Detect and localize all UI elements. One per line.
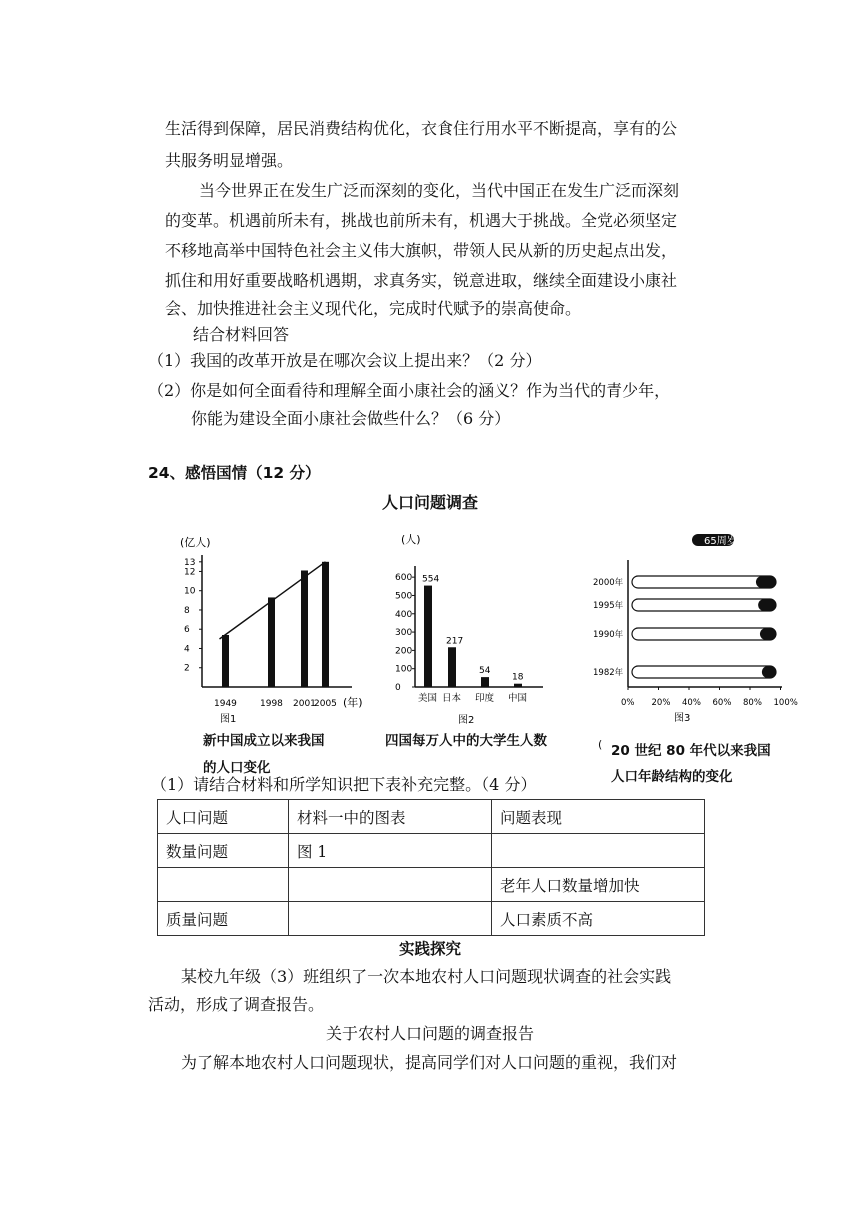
practice-line: 某校九年级（3）班组织了一次本地农村人口问题现状调查的社会实践 [181, 967, 672, 986]
fig3-bar-outline [632, 666, 776, 678]
table-header-row [158, 800, 705, 834]
fig1-caption-line1: 新中国成立以来我国 [203, 733, 325, 749]
fig3-x-tick-label: 60% [712, 698, 732, 708]
fig2-figure-label: 图2 [458, 715, 475, 726]
table-cell: 数量问题 [158, 834, 289, 868]
paragraph-line: 结合材料回答 [193, 325, 290, 344]
table-cell-blank[interactable] [158, 868, 289, 902]
fig1-unit-label: (亿人) [180, 536, 211, 549]
paragraph-line: 不移地高举中国特色社会主义伟大旗帜，带领人民从新的历史起点出发， [165, 241, 678, 260]
fig1-y-tick-label: 10 [184, 586, 196, 597]
fig2-y-tick-label: 300 [395, 628, 413, 639]
fig3-x-tick-label: 20% [651, 698, 671, 708]
fig1-bar-1949 [222, 635, 229, 687]
fig2-x-label: 美国 [418, 693, 438, 704]
fig3-bar-65plus-1995年 [758, 599, 776, 611]
figure-3-chart [590, 525, 798, 725]
fig2-bar-美国 [424, 586, 432, 687]
fig2-x-label: 印度 [475, 693, 495, 704]
fig1-x-label: 1998 [260, 699, 283, 709]
fig1-y-tick-label: 6 [184, 625, 190, 636]
table-header-cell: 人口问题 [158, 800, 289, 834]
fig1-x-label: 2001 [293, 699, 316, 709]
fig3-bar-65plus-1982年 [762, 666, 776, 678]
fig3-figure-label: 图3 [674, 713, 691, 724]
fig2-bar-日本 [448, 647, 456, 687]
fig3-bar-65plus-1990年 [760, 628, 776, 640]
paragraph-line: 的变革。机遇前所未有，挑战也前所未有，机遇大于挑战。全党必须坚定 [165, 211, 678, 230]
fig1-x-label: 1949 [214, 699, 237, 709]
fig2-data-label: 217 [446, 636, 464, 647]
table-row [158, 902, 705, 936]
figure-2-chart [373, 530, 563, 730]
fig2-y-tick-label: 100 [395, 664, 413, 675]
fig3-x-tick-label: 40% [682, 698, 701, 708]
question-1: （1）我国的改革开放是在哪次会议上提出来？（2 分） [148, 351, 542, 370]
table-cell: 人口素质不高 [492, 902, 705, 936]
practice-line: 活动，形成了调查报告。 [148, 995, 325, 1014]
fig3-caption-mark: ( [598, 738, 603, 751]
report-title: 关于农村人口问题的调查报告 [325, 1024, 534, 1043]
fig2-data-label: 54 [479, 666, 491, 677]
fig2-data-label: 18 [512, 672, 524, 683]
fig2-caption: 四国每万人中的大学生人数 [385, 733, 547, 749]
fig1-caption-line2: 的人口变化 [203, 760, 271, 776]
figure-1-chart [160, 530, 390, 730]
fig3-y-label: 2000年 [593, 578, 624, 588]
question-2: （2）你是如何全面看待和理解全面小康社会的涵义？作为当代的青少年， [148, 381, 671, 400]
fig3-bar-outline [632, 599, 776, 611]
paragraph-line: 共服务明显增强。 [165, 151, 294, 170]
table-header-cell: 问题表现 [492, 800, 705, 834]
fig1-bar-2001 [301, 570, 308, 687]
table-row [158, 868, 705, 902]
fig1-bar-2005 [322, 562, 329, 687]
fig2-bar-印度 [481, 677, 489, 687]
table-cell: 质量问题 [158, 902, 289, 936]
fig3-caption-line2: 人口年龄结构的变化 [611, 769, 733, 785]
practice-heading: 实践探究 [398, 940, 461, 958]
table-cell-blank[interactable] [289, 868, 492, 902]
fig2-y-tick-label: 400 [395, 609, 413, 620]
fig2-y-tick-label: 200 [395, 646, 413, 657]
fig1-figure-label: 图1 [220, 714, 237, 725]
fig3-bar-outline [632, 628, 776, 640]
fig1-x-unit: (年) [343, 696, 363, 709]
practice-line: 为了解本地农村人口问题现状，提高同学们对人口问题的重视，我们对 [181, 1053, 678, 1072]
table-header-cell: 材料一中的图表 [289, 800, 492, 834]
table-instruction: （1）请结合材料和所学知识把下表补充完整。（4 分） [151, 775, 537, 794]
table-row [158, 834, 705, 868]
fig2-x-label: 日本 [442, 693, 462, 704]
fig3-caption-line1: 20 世纪 80 年代以来我国 [611, 743, 771, 759]
table-cell: 老年人口数量增加快 [492, 868, 705, 902]
fig2-y-tick-label: 0 [395, 683, 401, 693]
fig3-x-tick-label: 100% [773, 698, 798, 708]
fig2-y-tick-label: 500 [395, 591, 413, 602]
fig1-y-tick-label: 8 [184, 605, 190, 616]
paragraph-line: 当今世界正在发生广泛而深刻的变化，当代中国正在发生广泛而深刻 [199, 181, 680, 200]
answer-table [157, 799, 705, 936]
fig3-legend-label: 65周岁以上 [704, 536, 757, 547]
table-cell-blank[interactable] [289, 902, 492, 936]
fig2-y-tick-label: 600 [395, 573, 413, 584]
fig1-bar-1998 [268, 597, 275, 687]
paragraph-line: 抓住和用好重要战略机遇期，求真务实，锐意进取，继续全面建设小康社 [165, 271, 678, 290]
fig2-unit-label: (人) [401, 533, 421, 546]
fig3-bar-65plus-2000年 [756, 576, 776, 588]
question-2-continued: 你能为建设全面小康社会做些什么？（6 分） [191, 409, 511, 428]
fig3-y-label: 1995年 [593, 601, 624, 611]
fig3-x-tick-label: 80% [743, 698, 762, 708]
paragraph-line: 会、加快推进社会主义现代化，完成时代赋予的崇高使命。 [165, 299, 582, 318]
fig1-x-label: 2005 [314, 699, 337, 709]
table-cell: 图 1 [289, 834, 492, 868]
table-cell-blank[interactable] [492, 834, 705, 868]
fig2-bar-中国 [514, 684, 522, 687]
fig3-y-label: 1982年 [593, 668, 624, 678]
section-subtitle: 人口问题调查 [381, 493, 478, 512]
fig1-y-tick-label: 12 [184, 567, 196, 578]
paragraph-line: 生活得到保障，居民消费结构优化，衣食住行用水平不断提高，享有的公 [165, 119, 678, 138]
fig1-y-tick-label: 2 [184, 663, 190, 674]
fig3-bar-outline [632, 576, 776, 588]
section-heading: 24、感悟国情（12 分） [148, 464, 321, 482]
fig1-y-tick-label: 13 [184, 557, 196, 568]
fig1-y-tick-label: 4 [184, 644, 190, 655]
fig2-x-label: 中国 [508, 693, 528, 704]
fig2-data-label: 554 [422, 574, 440, 585]
fig3-x-tick-label: 0% [621, 698, 635, 708]
fig3-y-label: 1990年 [593, 630, 624, 640]
